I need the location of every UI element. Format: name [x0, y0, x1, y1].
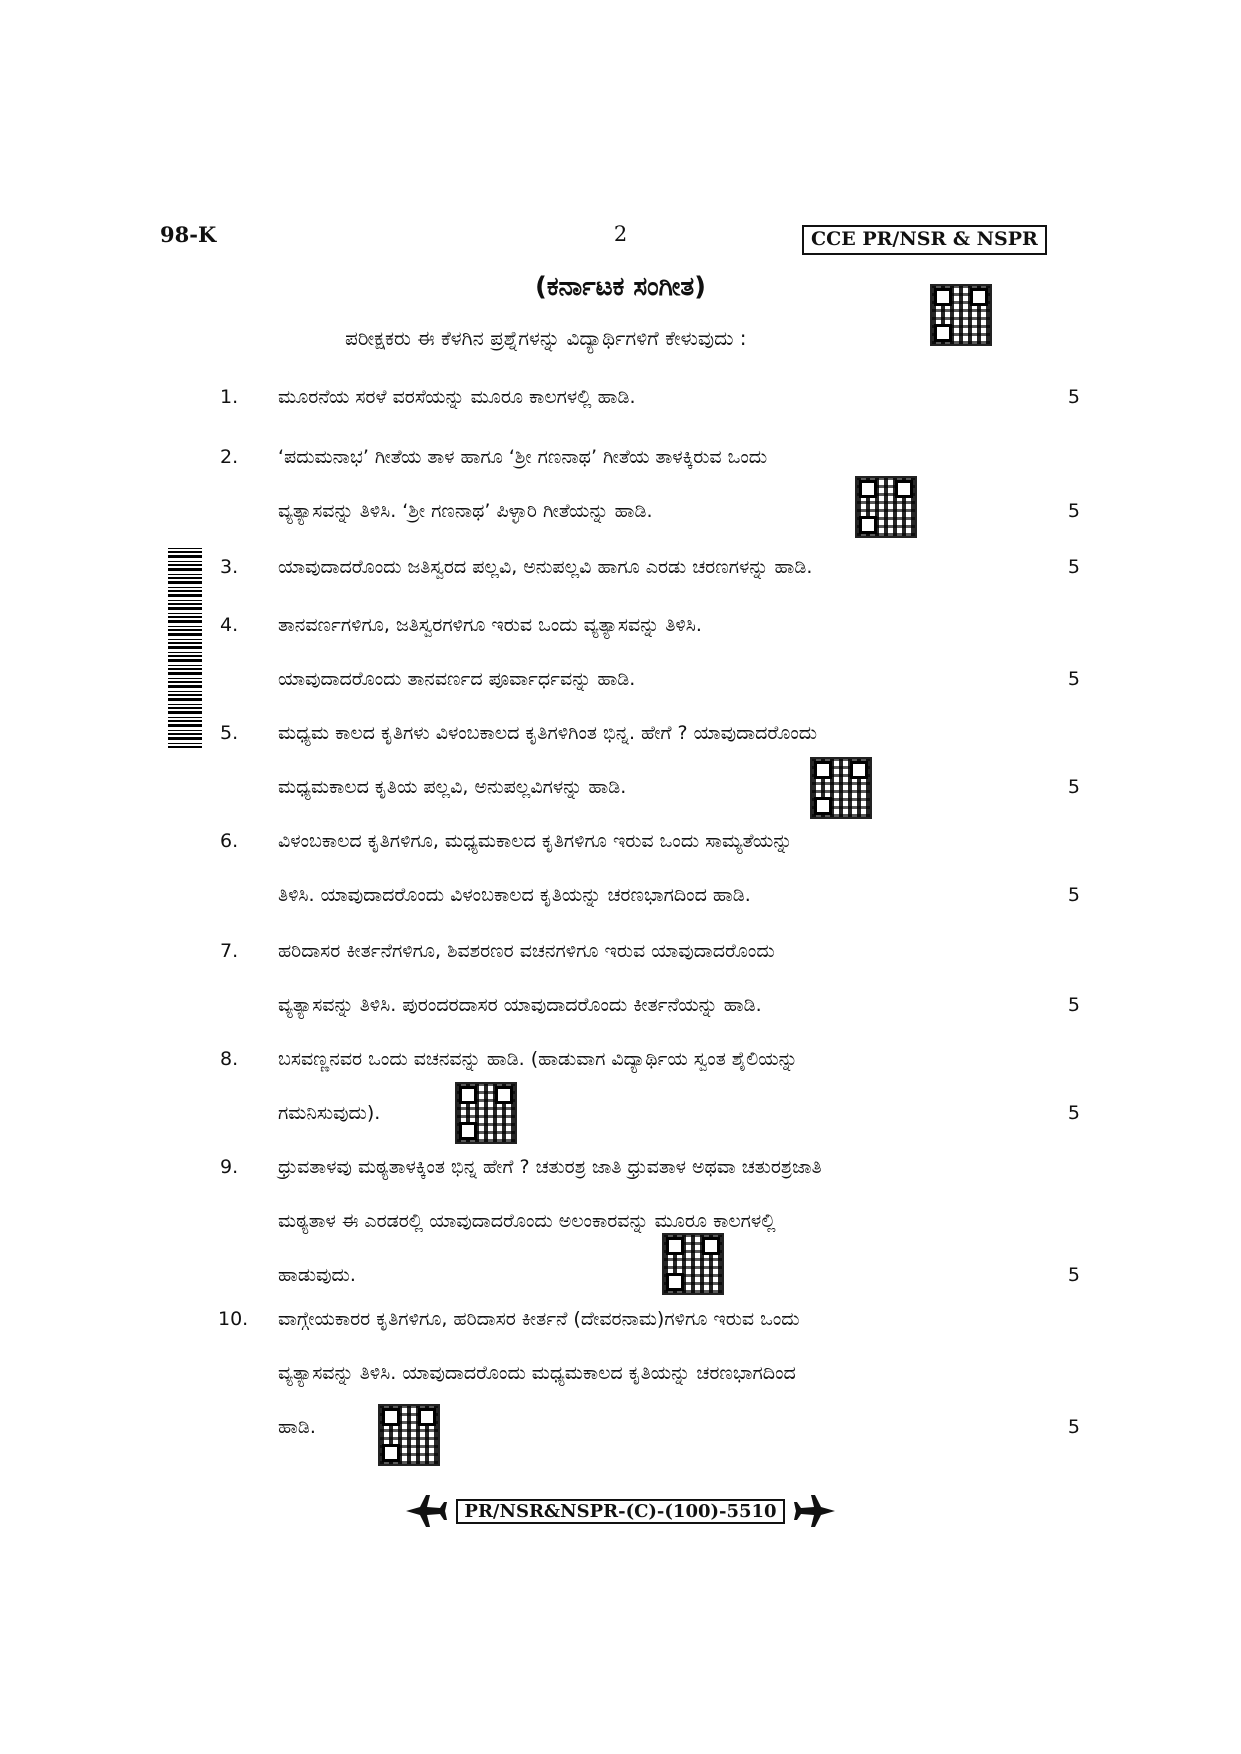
- question-number: 2.: [220, 446, 239, 468]
- question-number: 3.: [220, 556, 239, 578]
- footer: [0, 1493, 1241, 1533]
- question-marks: 5: [1067, 1264, 1080, 1286]
- question-marks: 5: [1067, 1102, 1080, 1124]
- question-text: ವಾಗ್ಗೇಯಕಾರರ ಕೃತಿಗಳಿಗೂ, ಹರಿದಾಸರ ಕೀರ್ತನೆ (ದೇವರನಾಮ)ಗಳಿಗೂ ಇರುವ ಒಂದು: [278, 1308, 800, 1330]
- question-marks: 5: [1067, 1416, 1080, 1438]
- question-text: ಮಧ್ಯಮ ಕಾಲದ ಕೃತಿಗಳು ವಿಳಂಬಕಾಲದ ಕೃತಿಗಳಿಗಿಂತ ಭಿನ್ನ. ಹೇಗೆ ? ಯಾವುದಾದರೊಂದು: [278, 722, 818, 744]
- question-text: ವ್ಯತ್ಯಾಸವನ್ನು ತಿಳಿಸಿ. ‘ಶ್ರೀ ಗಣನಾಥ’ ಪಿಳ್ಳಾರಿ ಗೀತೆಯನ್ನು ಹಾಡಿ.: [278, 500, 653, 522]
- question-number: 5.: [220, 722, 239, 744]
- question-marks: 5: [1067, 500, 1080, 522]
- question-text: ಮಧ್ಯಮಕಾಲದ ಕೃತಿಯ ಪಲ್ಲವಿ, ಅನುಪಲ್ಲವಿಗಳನ್ನು ಹಾಡಿ.: [278, 776, 627, 798]
- question-marks: 5: [1067, 776, 1080, 798]
- question-number: 10.: [218, 1308, 249, 1330]
- question-marks: 5: [1067, 884, 1080, 906]
- question-number: 6.: [220, 830, 239, 852]
- question-text: ಮೂರನೆಯ ಸರಳೆ ವರಸೆಯನ್ನು ಮೂರೂ ಕಾಲಗಳಲ್ಲಿ ಹಾಡಿ.: [278, 386, 636, 408]
- question-text: ಯಾವುದಾದರೊಂದು ಜತಿಸ್ವರದ ಪಲ್ಲವಿ, ಅನುಪಲ್ಲವಿ ಹಾಗೂ ಎರಡು ಚರಣಗಳನ್ನು ಹಾಡಿ.: [278, 556, 813, 578]
- question-number: 8.: [220, 1048, 239, 1070]
- question-number: 9.: [220, 1156, 239, 1178]
- page-code: 98-K: [160, 222, 217, 247]
- question-number: 4.: [220, 614, 239, 636]
- question-marks: 5: [1067, 386, 1080, 408]
- question-text: ಬಸವಣ್ಣನವರ ಒಂದು ವಚನವನ್ನು ಹಾಡಿ. (ಹಾಡುವಾಗ ವಿದ್ಯಾರ್ಥಿಯ ಸ್ವಂತ ಶೈಲಿಯನ್ನು: [278, 1048, 798, 1070]
- instruction-text: ಪರೀಕ್ಷಕರು ಈ ಕೆಳಗಿನ ಪ್ರಶ್ನೆಗಳನ್ನು ವಿದ್ಯಾರ್ಥಿಗಳಿಗೆ ಕೇಳುವುದು :: [345, 326, 747, 350]
- question-text: ಹರಿದಾಸರ ಕೀರ್ತನೆಗಳಿಗೂ, ಶಿವಶರಣರ ವಚನಗಳಿಗೂ ಇರುವ ಯಾವುದಾದರೊಂದು: [278, 940, 775, 962]
- subject-title: (ಕರ್ನಾಟಕ ಸಂಗೀತ): [534, 272, 707, 302]
- question-text: ‘ಪದುಮನಾಭ’ ಗೀತೆಯ ತಾಳ ಹಾಗೂ ‘ಶ್ರೀ ಗಣನಾಥ’ ಗೀತೆಯ ತಾಳಕ್ಕಿರುವ ಒಂದು: [278, 446, 768, 468]
- question-text: ಧ್ರುವತಾಳವು ಮಠ್ಯತಾಳಕ್ಕಿಂತ ಭಿನ್ನ ಹೇಗೆ ? ಚತುರಶ್ರ ಜಾತಿ ಧ್ರುವತಾಳ ಅಥವಾ ಚತುರಶ್ರಜಾತಿ: [278, 1156, 822, 1178]
- question-number: 7.: [220, 940, 239, 962]
- question-marks: 5: [1067, 668, 1080, 690]
- question-number: 1.: [220, 386, 239, 408]
- question-text: ತಾನವರ್ಣಗಳಿಗೂ, ಜತಿಸ್ವರಗಳಿಗೂ ಇರುವ ಒಂದು ವ್ಯತ್ಯಾಸವನ್ನು ತಿಳಿಸಿ.: [278, 614, 702, 636]
- question-marks: 5: [1067, 994, 1080, 1016]
- question-text: ವ್ಯತ್ಯಾಸವನ್ನು ತಿಳಿಸಿ. ಯಾವುದಾದರೊಂದು ಮಧ್ಯಮಕಾಲದ ಕೃತಿಯನ್ನು ಚರಣಭಾಗದಿಂದ: [278, 1362, 796, 1384]
- question-text: ತಿಳಿಸಿ. ಯಾವುದಾದರೊಂದು ವಿಳಂಬಕಾಲದ ಕೃತಿಯನ್ನು ಚರಣಭಾಗದಿಂದ ಹಾಡಿ.: [278, 884, 751, 906]
- question-text: ಮಠ್ಯತಾಳ ಈ ಎರಡರಲ್ಲಿ ಯಾವುದಾದರೊಂದು ಅಲಂಕಾರವನ್ನು ಮೂರೂ ಕಾಲಗಳಲ್ಲಿ: [278, 1210, 776, 1232]
- page-number: 2: [613, 222, 628, 246]
- footer-code: PR/NSR&NSPR-(C)-(100)-5510: [456, 1499, 784, 1524]
- question-marks: 5: [1067, 556, 1080, 578]
- airplane-icon: [793, 1493, 837, 1529]
- airplane-icon: [404, 1493, 448, 1529]
- question-text: ಹಾಡುವುದು.: [278, 1264, 356, 1286]
- question-text: ಗಮನಿಸುವುದು).: [278, 1102, 381, 1124]
- series-label: CCE PR/NSR & NSPR: [802, 225, 1047, 255]
- question-text: ವ್ಯತ್ಯಾಸವನ್ನು ತಿಳಿಸಿ. ಪುರಂದರದಾಸರ ಯಾವುದಾದರೊಂದು ಕೀರ್ತನೆಯನ್ನು ಹಾಡಿ.: [278, 994, 762, 1016]
- question-text: ವಿಳಂಬಕಾಲದ ಕೃತಿಗಳಿಗೂ, ಮಧ್ಯಮಕಾಲದ ಕೃತಿಗಳಿಗೂ ಇರುವ ಒಂದು ಸಾಮ್ಯತೆಯನ್ನು: [278, 830, 793, 852]
- question-text: ಹಾಡಿ.: [278, 1416, 316, 1438]
- question-text: ಯಾವುದಾದರೊಂದು ತಾನವರ್ಣದ ಪೂರ್ವಾರ್ಧವನ್ನು ಹಾಡಿ.: [278, 668, 636, 690]
